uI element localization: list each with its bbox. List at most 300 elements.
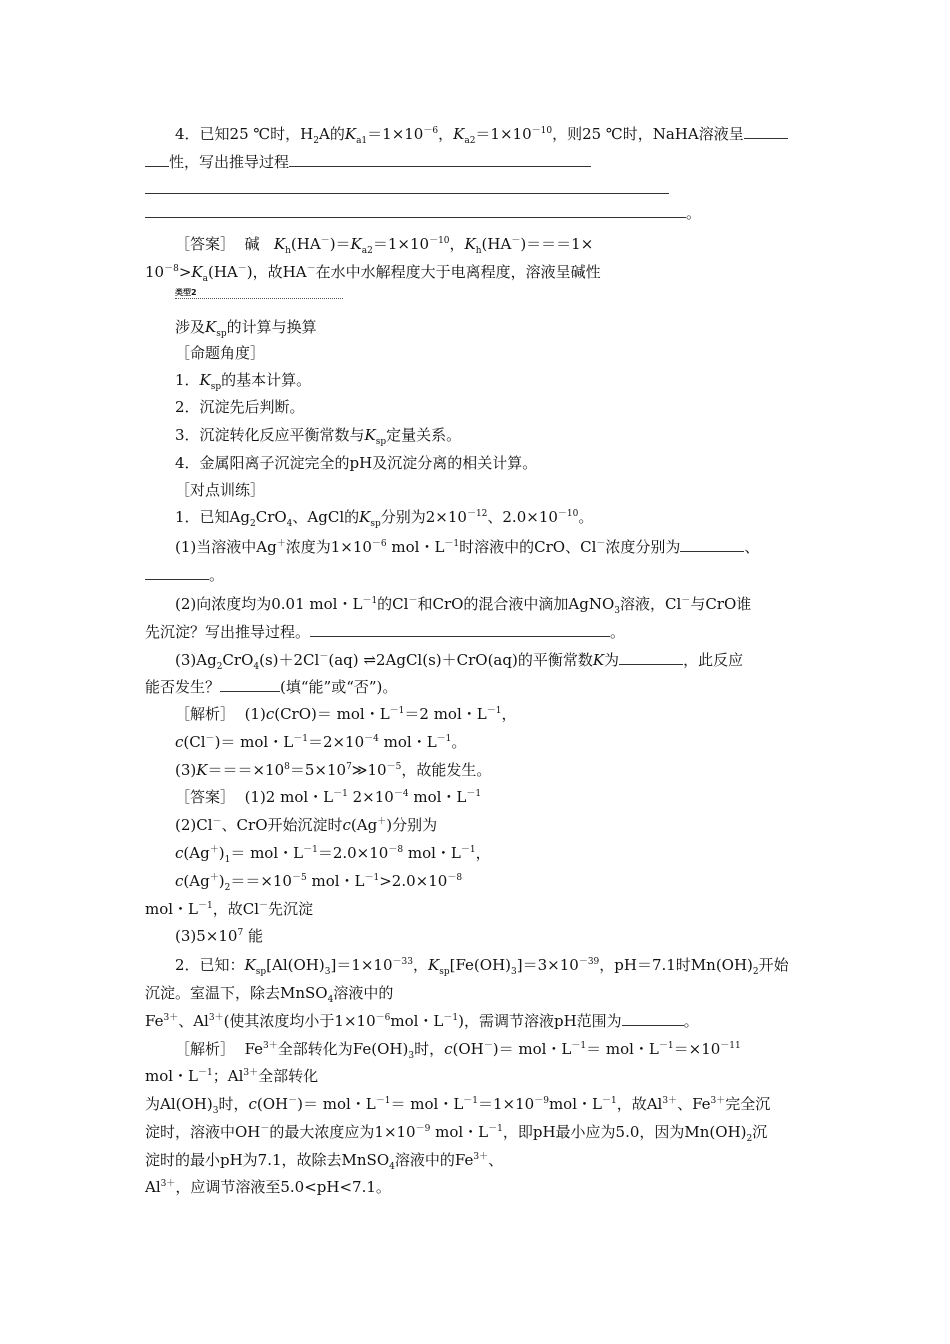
text: )	[218, 844, 225, 862]
answer-blank[interactable]	[619, 650, 683, 665]
sup: －	[259, 901, 269, 911]
sub: sp	[439, 967, 450, 977]
sup: －1	[375, 1096, 391, 1106]
symbol-k: K	[453, 125, 465, 143]
sup: －	[212, 817, 222, 827]
p1-sub1-line-1	[175, 537, 759, 557]
sup: －1	[333, 789, 348, 799]
sup: －1	[389, 706, 405, 716]
text: 的最大浓度应为1×10	[269, 1123, 416, 1141]
sup: －	[320, 236, 330, 246]
sub: 3	[614, 606, 621, 616]
text: 、Fe	[677, 1095, 711, 1113]
answer-blank[interactable]	[289, 152, 591, 167]
text: )，故HA	[246, 263, 307, 281]
p1-sub3-line-2	[145, 677, 397, 697]
text: mol・L	[386, 538, 445, 556]
text: 溶液中的	[333, 984, 394, 1002]
text: 。	[209, 566, 225, 584]
sup: －1	[303, 845, 318, 855]
p1-answer-4	[175, 871, 462, 891]
text: (3)Ag	[175, 651, 217, 669]
sub: sp	[216, 329, 227, 339]
sup: 3＋	[473, 1152, 489, 1162]
text: (Ag	[183, 872, 210, 890]
text: )	[218, 872, 225, 890]
text: ＝2×10	[307, 733, 365, 751]
sub: 4	[389, 1162, 395, 1172]
text: 。	[451, 733, 467, 751]
sub: a2	[464, 136, 476, 146]
text: ＝ mol・L	[390, 1095, 464, 1113]
text: (填“能”或“否”)。	[280, 678, 398, 696]
text: (HA	[290, 235, 321, 253]
sup: 7	[346, 762, 352, 772]
sub: sp	[375, 437, 387, 447]
text: (HA	[208, 263, 238, 281]
text: (1)	[244, 705, 266, 723]
text: 。	[610, 623, 626, 641]
text: )分别为	[386, 816, 438, 834]
text: 。	[686, 204, 702, 222]
sub: 4	[253, 662, 260, 672]
sup: －6	[375, 1013, 391, 1023]
text: ]＝3×10	[516, 956, 579, 974]
text: (aq)	[328, 651, 364, 669]
sub: 2	[313, 136, 319, 146]
sub: 3	[212, 1106, 219, 1116]
sub: 4	[286, 519, 293, 529]
text: 时，	[218, 1095, 249, 1113]
sub: h	[475, 246, 482, 256]
q4-line-1	[175, 124, 788, 144]
text: ，故能发生。	[401, 761, 492, 779]
angle-item-2: 2．沉淀先后判断。	[175, 398, 305, 416]
text: (1)当溶液中Ag	[175, 538, 277, 556]
sup: 3＋	[243, 1068, 259, 1078]
symbol-k: K	[592, 651, 605, 669]
sup: －1	[571, 1041, 587, 1051]
symbol-k: K	[196, 761, 208, 779]
text: 2×10	[347, 788, 394, 806]
p2-analysis-3	[145, 1094, 770, 1114]
symbol-k: K	[344, 125, 357, 143]
text: 。	[683, 1012, 699, 1030]
text: ，	[501, 705, 517, 723]
text: 开始	[758, 956, 789, 974]
sup: ＋	[209, 873, 219, 883]
symbol-k: K	[428, 956, 440, 974]
sup: －5	[291, 873, 307, 883]
sub: 2	[249, 519, 256, 529]
sup: －10	[429, 236, 450, 246]
sub: a1	[356, 136, 368, 146]
p2-analysis-6	[145, 1177, 391, 1197]
symbol-c: c	[342, 816, 351, 834]
sup: －	[408, 596, 418, 606]
text: ＝ mol・L	[230, 844, 304, 862]
sub: 3	[511, 967, 517, 977]
sup: 3＋	[160, 1179, 176, 1189]
text: 的计算与换算	[226, 318, 317, 336]
sub: 2	[746, 1134, 753, 1144]
sup: －4	[364, 734, 379, 744]
text: ＝ mol・L	[586, 1040, 659, 1058]
text: 、2.0×10	[487, 508, 558, 526]
symbol-k: K	[350, 235, 362, 253]
symbol-c: c	[444, 1040, 453, 1058]
text: mol・L	[430, 1123, 489, 1141]
text: 2AgCl(s)＋CrO(aq)的平衡常数	[375, 651, 593, 669]
symbol-c: c	[175, 844, 184, 862]
text: A的	[319, 125, 345, 143]
text: ＝1×10	[475, 125, 532, 143]
symbol-c: c	[175, 872, 184, 890]
sup: －1	[198, 1068, 213, 1078]
sup: 3＋	[263, 1041, 278, 1051]
text: ，pH＝7.1时Mn(OH)	[599, 956, 753, 974]
text: (3)5×10	[175, 927, 238, 945]
text: 全部转化	[258, 1067, 319, 1085]
sup: －1	[436, 734, 452, 744]
text: ＝1×10	[367, 125, 424, 143]
text: (Ag	[350, 816, 378, 834]
p1-sub1-line-2	[145, 565, 224, 585]
sup: －8	[164, 264, 179, 274]
text: Fe	[244, 1040, 264, 1058]
text: 的基本计算。	[221, 371, 312, 389]
symbol-k: K	[359, 508, 371, 526]
p1-answer-2	[175, 815, 437, 835]
text: 4．已知25 ℃时，H	[175, 125, 314, 143]
text: )＝	[329, 235, 351, 253]
sup: －11	[720, 1041, 741, 1051]
text: mol・L	[145, 1067, 199, 1085]
answer-blank[interactable]	[622, 1011, 684, 1026]
text: 全部转化为Fe(OH)	[277, 1040, 409, 1058]
text: 沉淀。室温下，除去MnSO	[145, 984, 328, 1002]
sup: 3＋	[208, 1013, 224, 1023]
sup: －9	[415, 1124, 431, 1134]
symbol-c: c	[265, 705, 275, 723]
text: 性，写出推导过程	[169, 153, 290, 171]
sub: 2	[216, 662, 223, 672]
text: (Cl	[183, 733, 206, 751]
sup: －1	[364, 873, 380, 883]
p2-analysis-1	[175, 1039, 741, 1059]
sup: －1	[658, 1041, 674, 1051]
sup: －1	[460, 845, 476, 855]
p1-analysis-1	[175, 704, 516, 724]
text: 1．	[175, 371, 200, 389]
p1-line-1	[175, 507, 593, 527]
text: (1)2 mol・L	[244, 788, 334, 806]
sup: －9	[534, 1096, 549, 1106]
sup: －1	[362, 596, 378, 606]
text: mol・L	[408, 788, 467, 806]
sup: －5	[386, 762, 402, 772]
answer-blank[interactable]	[680, 537, 744, 552]
answer-blank[interactable]	[744, 124, 788, 139]
text: 淀时的最小pH为7.1，故除去MnSO	[145, 1151, 390, 1169]
text: (Ag	[183, 844, 210, 862]
equilibrium-arrow-icon: ⇌	[363, 651, 376, 669]
text: (CrO)＝ mol・L	[274, 705, 390, 723]
text: CrO	[222, 651, 254, 669]
sup: －4	[393, 789, 409, 799]
p1-sub2-line-1	[175, 594, 751, 614]
text: 浓度分别为	[605, 538, 681, 556]
text: )＝ mol・L	[492, 1040, 572, 1058]
text: (HA	[481, 235, 512, 253]
text: 和CrO的混合液中滴加AgNO	[417, 595, 615, 613]
text: ＝＝×10	[230, 872, 292, 890]
text: 沉	[752, 1123, 768, 1141]
text: [Al(OH)	[266, 956, 325, 974]
sup: 8	[284, 762, 290, 772]
text: 能	[243, 927, 263, 945]
text: ＝×10	[673, 1040, 721, 1058]
symbol-k: K	[205, 318, 217, 336]
text: )＝＝＝1×	[520, 235, 594, 253]
sup: 7	[237, 928, 244, 938]
text: mol・L	[306, 872, 365, 890]
sup: 3＋	[163, 1013, 179, 1023]
text: mol・L	[548, 1095, 602, 1113]
p1-sub2-line-2	[145, 622, 625, 642]
text: 、CrO开始沉淀时	[221, 816, 343, 834]
p2-analysis-5	[145, 1150, 503, 1170]
text: CrO	[255, 508, 287, 526]
text: 、AgCl的	[292, 508, 360, 526]
angle-item-1	[175, 370, 311, 390]
text: )＝ mol・L	[297, 1095, 376, 1113]
text: 。	[578, 508, 594, 526]
text: >2.0×10	[379, 872, 448, 890]
sup: －	[511, 236, 521, 246]
answer-label: ［答案］	[175, 788, 236, 806]
sup: －10	[531, 126, 553, 136]
sub: 4	[327, 995, 334, 1005]
sup: －1	[488, 1124, 503, 1134]
text: ＝1×10	[372, 235, 430, 253]
sup: －8	[388, 845, 404, 855]
text: (2)向浓度均为0.01 mol・L	[175, 595, 363, 613]
angle-label: ［命题角度］	[175, 344, 266, 362]
sub: 3	[324, 967, 331, 977]
p2-analysis-2	[145, 1066, 318, 1086]
text: 时，	[414, 1040, 445, 1058]
text: 先沉淀？写出推导过程。	[145, 623, 311, 641]
sup: ＋	[209, 845, 219, 855]
sup: －1	[463, 1096, 479, 1106]
text: (s)＋2Cl	[259, 651, 320, 669]
text: 3．沉淀转化反应平衡常数与	[175, 426, 365, 444]
sub: 3	[408, 1051, 415, 1061]
p1-answer-6	[175, 926, 263, 946]
text: )，需调节溶液pH范围为	[458, 1012, 622, 1030]
sup: －1	[444, 539, 460, 549]
p1-answer-5	[145, 899, 313, 919]
text: ＝2.0×10	[317, 844, 389, 862]
text: 1．已知Ag	[175, 508, 250, 526]
sup: －1	[443, 1013, 459, 1023]
p1-analysis-3	[175, 760, 491, 780]
p1-answer-3	[175, 843, 491, 863]
text: 碱	[244, 235, 260, 253]
symbol-k: K	[199, 371, 211, 389]
answer-label: ［答案］	[175, 235, 236, 253]
symbol-k: K	[364, 426, 376, 444]
answer-blank[interactable]	[310, 622, 610, 637]
answer-rule[interactable]	[145, 193, 669, 194]
text: (OH	[256, 1095, 289, 1113]
q4-line-2	[145, 152, 591, 172]
sub: a	[202, 274, 208, 284]
p2-line-1	[175, 955, 789, 975]
sup: －1	[601, 1096, 617, 1106]
text: 涉及	[175, 318, 206, 336]
p2-analysis-4	[145, 1122, 767, 1142]
text: 的Cl	[377, 595, 409, 613]
analysis-label: ［解析］	[175, 705, 236, 723]
sup: ＋	[276, 539, 286, 549]
text: 为Al(OH)	[145, 1095, 213, 1113]
sub: 2	[752, 967, 759, 977]
sup: －	[596, 539, 606, 549]
text: )＝ mol・L	[214, 733, 294, 751]
sub: 2	[224, 883, 231, 893]
section-tag: 类型2	[175, 288, 343, 299]
sup: －	[681, 596, 691, 606]
p1-sub3-line-1	[175, 650, 743, 670]
answer-rule[interactable]	[145, 203, 686, 218]
sup: －	[319, 652, 329, 662]
sup: －	[483, 1041, 493, 1051]
text: mol・L	[403, 844, 461, 862]
text: ≫10	[351, 761, 387, 779]
text: ，应调节溶液至5.0<pH<7.1。	[175, 1178, 391, 1196]
text: 淀时，溶液中OH	[145, 1123, 261, 1141]
text: ]＝1×10	[330, 956, 393, 974]
text: (3)	[175, 761, 197, 779]
text: 先沉淀	[268, 900, 314, 918]
symbol-c: c	[248, 1095, 257, 1113]
p1-analysis-2	[175, 732, 466, 752]
text: ＝2 mol・L	[404, 705, 487, 723]
analysis-label: ［解析］	[175, 1040, 236, 1058]
answer-blank[interactable]	[220, 677, 280, 692]
text: 溶液，Cl	[620, 595, 682, 613]
text: ，故Al	[616, 1095, 663, 1113]
sup: －1	[198, 901, 213, 911]
text: ＝1×10	[478, 1095, 535, 1113]
text: Al	[145, 1178, 161, 1196]
symbol-k: K	[273, 235, 286, 253]
sub: h	[285, 246, 291, 256]
text: (2)Cl	[175, 816, 213, 834]
text: ，	[449, 235, 465, 253]
sup: －8	[447, 873, 463, 883]
text: ，	[438, 125, 454, 143]
sup: －12	[466, 509, 488, 519]
sup: －1	[486, 706, 502, 716]
sup: －	[288, 1096, 298, 1106]
sup: －39	[578, 957, 600, 967]
sup: －33	[392, 957, 413, 967]
text: >	[178, 263, 192, 281]
symbol-k: K	[191, 263, 203, 281]
text: ＝＝＝×10	[207, 761, 285, 779]
q4-answer-1	[175, 234, 593, 254]
text: Fe	[145, 1012, 164, 1030]
text: ，即pH最小应为5.0，因为Mn(OH)	[502, 1123, 747, 1141]
sup: －10	[557, 509, 579, 519]
sup: －6	[423, 126, 439, 136]
answer-blank[interactable]	[145, 565, 209, 580]
sup: 3＋	[662, 1096, 678, 1106]
text: 与CrO谁	[690, 595, 752, 613]
sub: sp	[255, 967, 267, 977]
q4-line-4	[145, 203, 701, 223]
text: ，则25 ℃时，NaHA溶液呈	[552, 125, 744, 143]
p2-line-2	[145, 983, 393, 1003]
text: 、	[744, 538, 760, 556]
sub: a2	[361, 246, 373, 256]
text: ，	[475, 844, 491, 862]
text: mol・L	[390, 1012, 444, 1030]
text: 溶液中的Fe	[394, 1151, 474, 1169]
text: ，此反应	[683, 651, 744, 669]
text: ；Al	[212, 1067, 244, 1085]
text: (使其浓度均小于1×10	[223, 1012, 376, 1030]
symbol-k: K	[464, 235, 476, 253]
text: ＝5×10	[289, 761, 347, 779]
answer-blank[interactable]	[145, 152, 169, 167]
text: 时溶液中的CrO、Cl	[459, 538, 597, 556]
p2-line-3	[145, 1011, 699, 1031]
text: 能否发生？	[145, 678, 221, 696]
text: 为	[604, 651, 620, 669]
text: 2．已知：	[175, 956, 245, 974]
symbol-c: c	[175, 733, 184, 751]
text: 、	[488, 1151, 504, 1169]
sup: －	[306, 264, 316, 274]
p1-answer-1	[175, 787, 481, 807]
sub: sp	[210, 382, 222, 392]
text: 在水中水解程度大于电离程度，溶液呈碱性	[315, 263, 601, 281]
sup: －6	[371, 539, 387, 549]
sub: 1	[224, 855, 231, 865]
text: 完全沉	[725, 1095, 771, 1113]
sup: ＋	[377, 817, 387, 827]
symbol-k: K	[244, 956, 256, 974]
sup: －	[237, 264, 247, 274]
angle-item-3	[175, 425, 461, 445]
sup: 3＋	[710, 1096, 726, 1106]
text: 浓度为1×10	[285, 538, 372, 556]
text: ，故Cl	[212, 900, 260, 918]
text: 、Al	[178, 1012, 209, 1030]
sup: －	[205, 734, 215, 744]
sup: －1	[466, 789, 482, 799]
sup: －	[260, 1124, 270, 1134]
section-title	[175, 317, 317, 337]
text: 分别为2×10	[380, 508, 467, 526]
text: mol・L	[145, 900, 199, 918]
q4-answer-2	[145, 262, 601, 282]
text: (OH	[452, 1040, 484, 1058]
